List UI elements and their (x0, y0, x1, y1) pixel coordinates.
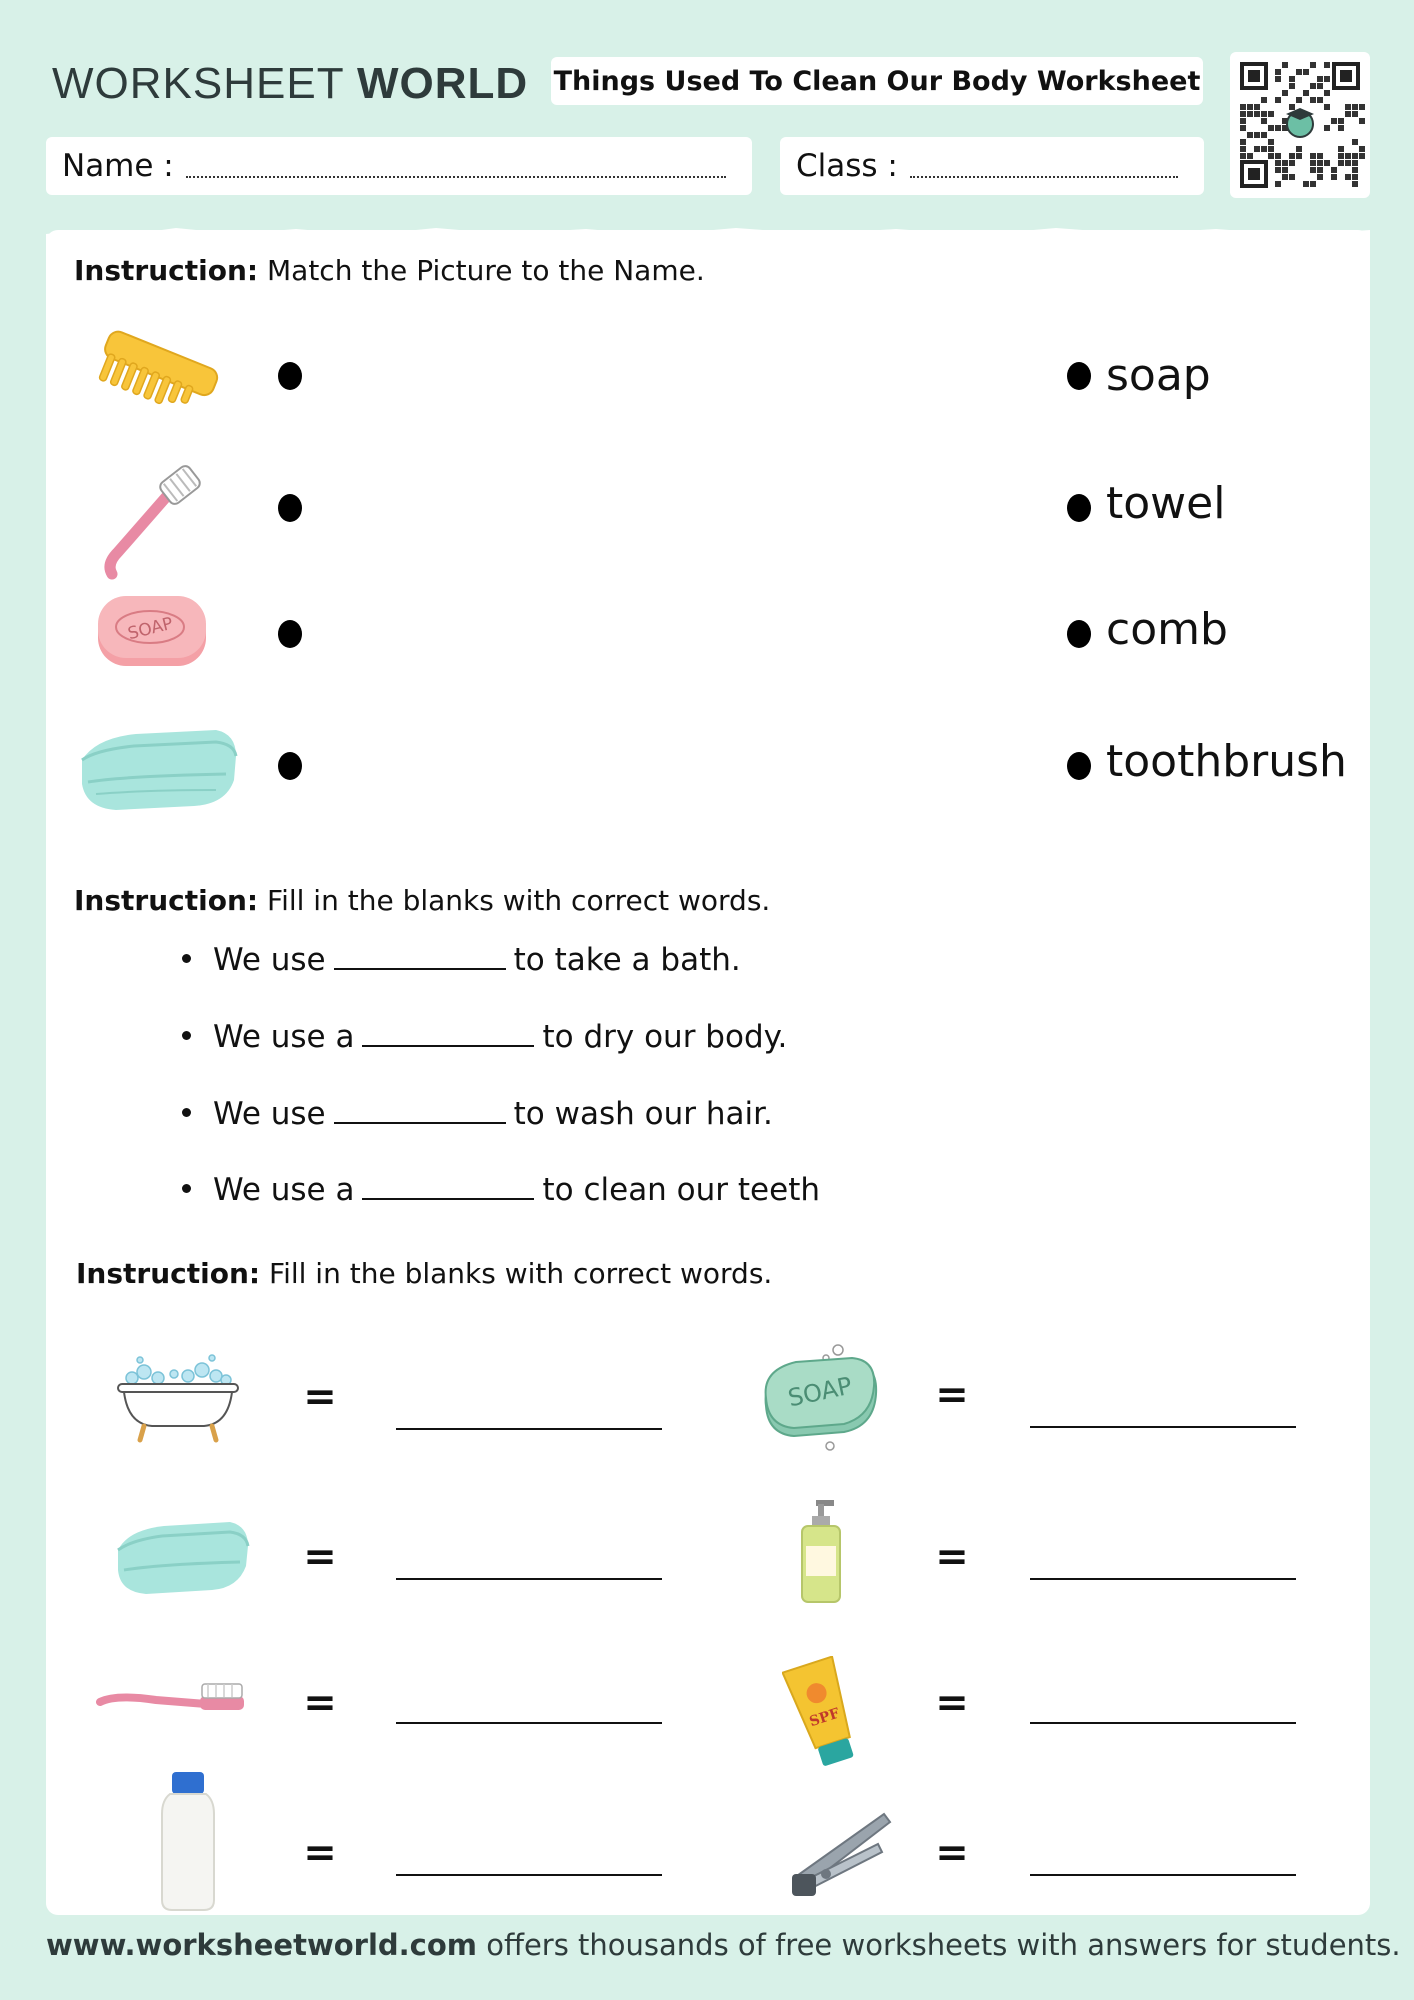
equals-sign: = (935, 1680, 969, 1726)
match-word-1: soap (1106, 350, 1211, 401)
match-dot-left-4[interactable] (278, 752, 302, 780)
answer-line[interactable] (396, 1426, 662, 1430)
towel-icon (112, 1514, 252, 1600)
name-field[interactable] (46, 137, 752, 195)
match-dot-left-3[interactable] (278, 620, 302, 648)
instruction-3: Instruction: Fill in the blanks with correct words. (76, 1257, 773, 1290)
instruction-1: Instruction: Match the Picture to the Name. (74, 254, 705, 287)
match-dot-right-4[interactable] (1067, 752, 1091, 780)
bullet (182, 1031, 191, 1040)
match-dot-left-1[interactable] (278, 362, 302, 390)
soap-stamp: SOAP (125, 613, 176, 645)
toothbrush-icon (96, 1680, 248, 1720)
fill-sentence-2: We use a to dry our body. (182, 1019, 787, 1055)
class-input-line[interactable] (910, 154, 1178, 178)
bullet (182, 1108, 191, 1117)
answer-line[interactable] (396, 1576, 662, 1580)
match-word-2: towel (1106, 478, 1226, 529)
footer-site-link[interactable]: www.worksheetworld.com (46, 1928, 478, 1962)
sunscreen-icon (782, 1656, 866, 1774)
name-input-line[interactable] (186, 154, 726, 178)
equals-sign: = (303, 1830, 337, 1876)
soap-stamp: SOAP (785, 1371, 855, 1413)
fill-sentence-3: We use to wash our hair. (182, 1096, 773, 1132)
equals-sign: = (303, 1680, 337, 1726)
answer-line[interactable] (1030, 1576, 1296, 1580)
answer-line[interactable] (396, 1720, 662, 1724)
blank-line[interactable] (334, 1121, 506, 1124)
footer-text: www.worksheetworld.com offers thousands of free worksheets with answers for students. (46, 1928, 1401, 1962)
match-dot-right-1[interactable] (1067, 362, 1091, 390)
instruction-2: Instruction: Fill in the blanks with correct words. (74, 884, 771, 917)
spf-stamp: SPF (807, 1705, 842, 1731)
answer-line[interactable] (1030, 1720, 1296, 1724)
soap-bar-icon (756, 1336, 884, 1454)
blank-line[interactable] (362, 1197, 534, 1200)
equals-sign: = (303, 1534, 337, 1580)
shampoo-bottle-icon (160, 1770, 216, 1912)
equals-sign: = (935, 1534, 969, 1580)
equals-sign: = (935, 1830, 969, 1876)
blank-line[interactable] (362, 1044, 534, 1047)
qr-code-icon (1230, 52, 1370, 198)
toothbrush-icon (98, 464, 208, 584)
bullet (182, 954, 191, 963)
equals-sign: = (935, 1372, 969, 1418)
match-dot-right-3[interactable] (1067, 620, 1091, 648)
answer-line[interactable] (396, 1872, 662, 1876)
worksheet-title: Things Used To Clean Our Body Worksheet (551, 57, 1203, 105)
match-dot-left-2[interactable] (278, 494, 302, 522)
match-dot-right-2[interactable] (1067, 494, 1091, 522)
blank-line[interactable] (334, 967, 506, 970)
fill-sentence-4: We use a to clean our teeth (182, 1172, 820, 1208)
towel-icon (76, 720, 242, 820)
bullet (182, 1184, 191, 1193)
lotion-pump-icon (796, 1498, 846, 1604)
name-label: Name : (62, 148, 174, 184)
logo (46, 46, 529, 122)
bathtub-icon (114, 1352, 242, 1448)
answer-line[interactable] (1030, 1872, 1296, 1876)
match-word-4: toothbrush (1106, 736, 1347, 787)
nail-clipper-icon (786, 1804, 898, 1900)
fill-sentence-1: We use to take a bath. (182, 942, 741, 978)
comb-icon (84, 326, 224, 436)
equals-sign: = (303, 1374, 337, 1420)
logo-text: WORKSHEET WORLD (52, 59, 529, 108)
class-field[interactable] (780, 137, 1204, 195)
match-word-3: comb (1106, 604, 1228, 655)
class-label: Class : (796, 148, 898, 184)
answer-line[interactable] (1030, 1424, 1296, 1428)
soap-bar-icon (94, 592, 210, 678)
